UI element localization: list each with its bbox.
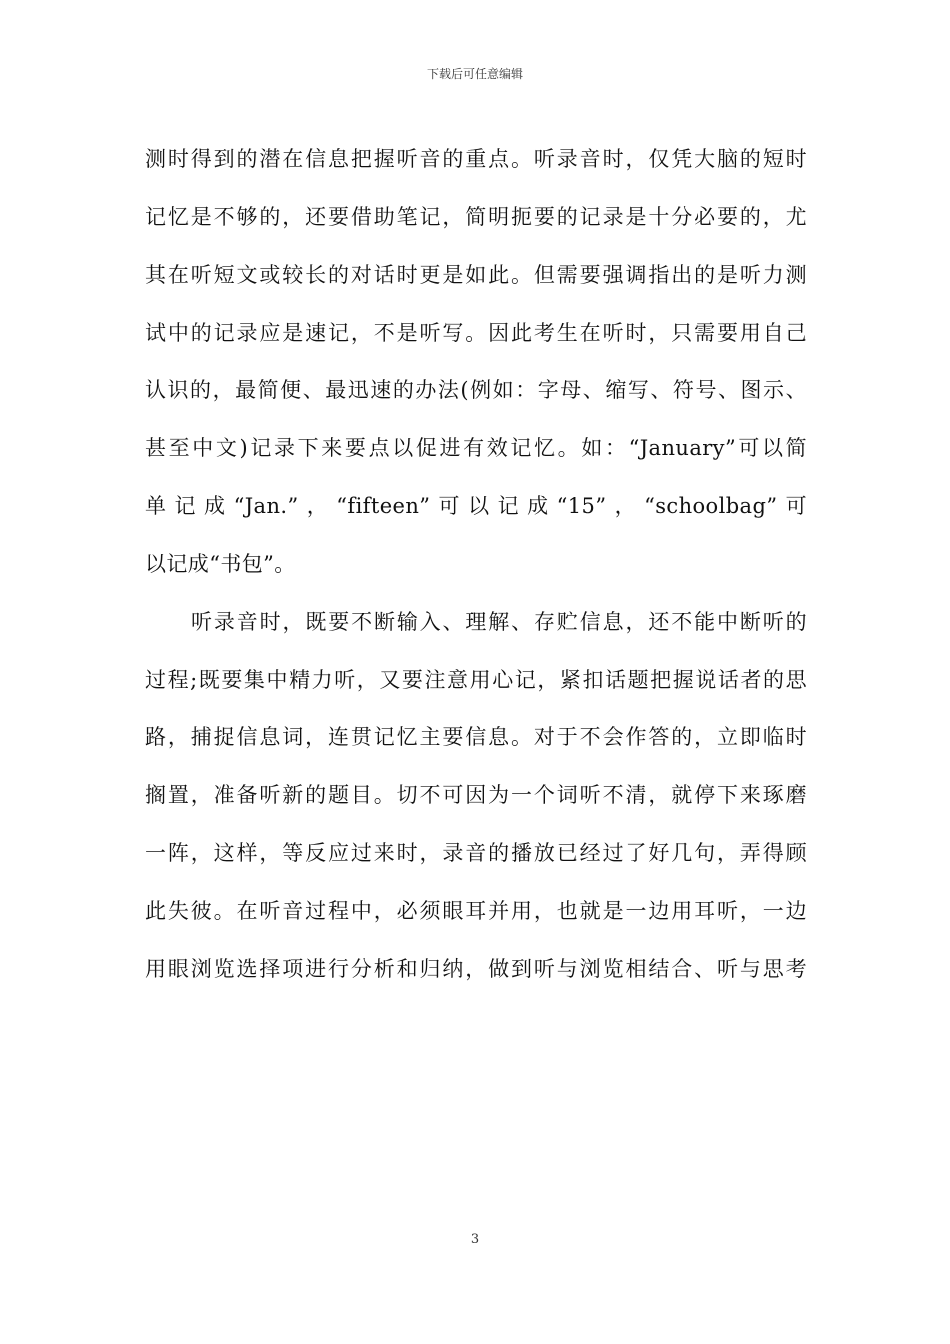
body-text <box>145 131 807 999</box>
paragraph-first-line: 听录音时，既要不断输入、理解、存贮信息，还不能中断听的 <box>191 609 807 634</box>
text-line: 试中的记录应是速记，不是听写。因此考生在听时，只需要用自己 <box>145 320 807 345</box>
text-line: 测时得到的潜在信息把握听音的重点。听录音时，仅凭大脑的短时 <box>145 147 807 171</box>
page-header: 下载后可任意编辑 <box>426 67 523 81</box>
text-line: 认识的，最简便、最迅速的办法(例如：字母、缩写、符号、图示、 <box>145 378 807 403</box>
text-line: 以记成“书包”。 <box>145 551 296 576</box>
text-line: 其在听短文或较长的对话时更是如此。但需要强调指出的是听力测 <box>145 262 807 287</box>
text-line: 甚至中文)记录下来要点以促进有效记忆。如：“January”可以简 <box>145 436 807 461</box>
text-line: 搁置，准备听新的题目。切不可因为一个词听不清，就停下来琢磨 <box>145 783 807 808</box>
page-number: 3 <box>470 1232 480 1247</box>
text-line: 用眼浏览选择项进行分析和归纳，做到听与浏览相结合、听与思考 <box>145 956 807 981</box>
text-line: 单记成“Jan.”，“fifteen”可以记成“15”，“schoolbag”可 <box>145 494 807 519</box>
text-line: 过程;既要集中精力听，又要注意用心记，紧扣话题把握说话者的思 <box>145 667 807 692</box>
text-line: 此失彼。在听音过程中，必须眼耳并用，也就是一边用耳听，一边 <box>145 898 807 923</box>
text-line: 记忆是不够的，还要借助笔记，简明扼要的记录是十分必要的，尤 <box>145 204 807 229</box>
text-line: 一阵，这样，等反应过来时，录音的播放已经过了好几句，弄得顾 <box>145 841 807 866</box>
text-line: 路，捕捉信息词，连贯记忆主要信息。对于不会作答的，立即临时 <box>145 725 807 750</box>
